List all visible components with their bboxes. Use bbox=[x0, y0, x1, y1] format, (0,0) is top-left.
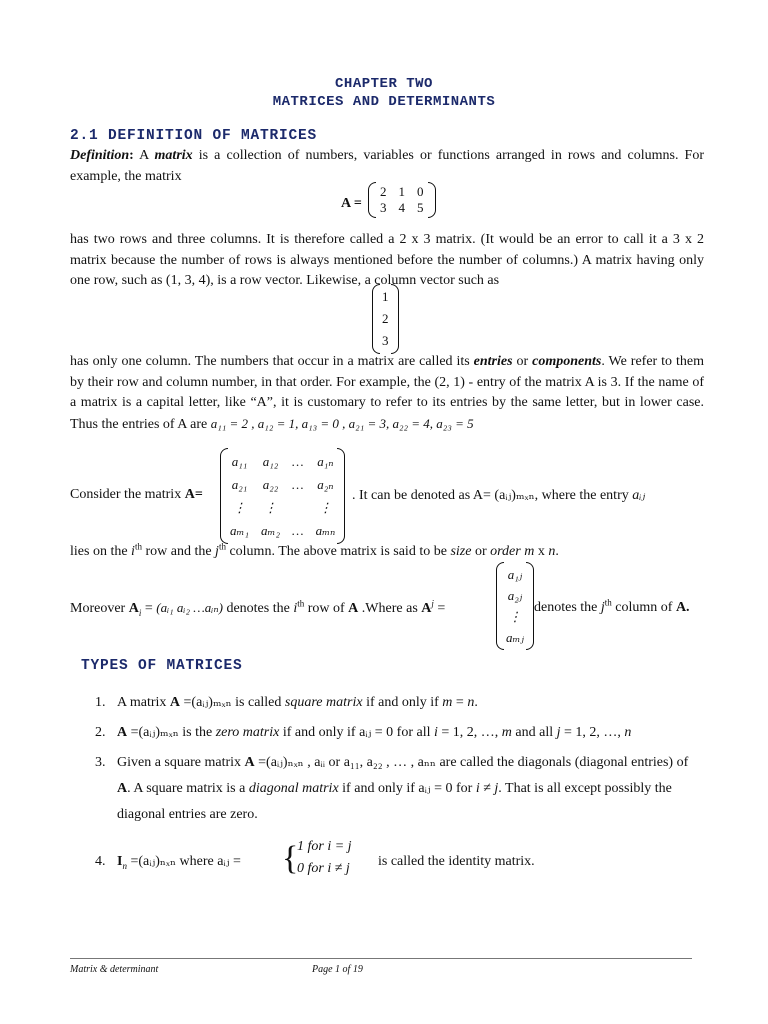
matrix-cell: 0 bbox=[417, 184, 424, 199]
right-paren bbox=[526, 562, 534, 650]
entries-values: a₁₁ = 2 , a₁₂ = 1, a₁₃ = 0 , a₂₁ = 3, a₂₂ = 4, a₂₃ = 5 bbox=[210, 415, 474, 431]
matrix-cell: … bbox=[292, 477, 304, 492]
size-text-a: lies on the bbox=[70, 544, 132, 559]
matrix-a-name: A = bbox=[341, 196, 362, 211]
matrix-cell: ⋮ bbox=[264, 500, 277, 515]
denotes-text: denotes the bbox=[534, 600, 601, 615]
item-symbol: n bbox=[624, 725, 632, 740]
item-symbol: A bbox=[169, 695, 181, 710]
th-sup: th bbox=[604, 597, 612, 608]
vector-cell: 3 bbox=[382, 333, 389, 348]
item-symbol: i bbox=[433, 725, 438, 740]
item-text: =(aᵢⱼ)ₘₓₙ is the bbox=[127, 725, 216, 740]
matrix-cell: a₁ₙ bbox=[317, 454, 334, 469]
denote-expression: A= (aᵢⱼ)ₘₓₙ bbox=[472, 488, 535, 503]
item-symbol: m bbox=[501, 725, 512, 740]
item-term: diagonal matrix bbox=[248, 781, 339, 796]
denoted-line bbox=[352, 487, 645, 504]
footer-title: Matrix & determinant bbox=[70, 964, 159, 975]
matrix-cell bbox=[286, 496, 310, 519]
size-x: x bbox=[534, 544, 549, 559]
matrix-cell: aₘ₂ bbox=[261, 523, 280, 538]
general-matrix-table bbox=[224, 450, 341, 542]
general-matrix bbox=[220, 448, 345, 544]
equals: = bbox=[141, 601, 157, 616]
identity-sub: n bbox=[122, 860, 127, 871]
item-text: . bbox=[474, 695, 478, 710]
list-item bbox=[95, 720, 704, 746]
matrix-cell: ⋮ bbox=[318, 500, 332, 515]
a-j-symbol: A bbox=[421, 601, 432, 616]
item-text: if and only if aᵢⱼ = 0 for all bbox=[279, 725, 434, 740]
item-number: 3. bbox=[95, 755, 106, 770]
item-text: and all bbox=[511, 725, 557, 740]
matrix-cell: 1 bbox=[398, 184, 405, 199]
row-of-text: row of bbox=[304, 601, 349, 616]
list-item bbox=[95, 750, 704, 828]
denoted-text: . It can be denoted as bbox=[352, 488, 473, 503]
matrix-cell: 2 bbox=[380, 184, 387, 199]
right-paren bbox=[337, 448, 345, 544]
list-item bbox=[95, 690, 704, 716]
i-symbol: i bbox=[293, 601, 298, 616]
chapter-title: MATRICES AND DETERMINANTS bbox=[272, 94, 496, 110]
left-paren bbox=[220, 448, 228, 544]
item-text: . A square matrix is a bbox=[127, 781, 249, 796]
chapter-label: CHAPTER TWO bbox=[335, 76, 433, 92]
left-paren bbox=[368, 182, 376, 218]
th-sup: th bbox=[218, 541, 226, 552]
matrix-cell: a₂ₙ bbox=[317, 477, 334, 492]
item-text: Given a square matrix bbox=[117, 755, 245, 770]
entry-text: , where the entry bbox=[534, 488, 633, 503]
th-sup: th bbox=[134, 541, 142, 552]
item-text: =(aᵢⱼ)ₘₓₙ is called bbox=[180, 695, 285, 710]
components-term: components bbox=[532, 354, 602, 369]
matrix-cell: … bbox=[292, 523, 304, 538]
item-text: if and only if bbox=[362, 695, 443, 710]
entry-symbol: aᵢⱼ bbox=[632, 488, 646, 503]
case-one: 1 for i = j bbox=[297, 839, 352, 854]
entries-term: entries bbox=[473, 354, 513, 369]
matrix-a bbox=[368, 182, 436, 218]
matrix-cell: ⋮ bbox=[233, 500, 246, 515]
size-text-c: column. The above matrix is said to be bbox=[225, 544, 451, 559]
vector-cell: ⋮ bbox=[508, 609, 522, 624]
consider-line bbox=[70, 487, 203, 503]
matrix-cell: a₂₁ bbox=[231, 477, 248, 492]
item-term: square matrix bbox=[284, 695, 363, 710]
left-brace-icon: { bbox=[282, 840, 299, 877]
vector-cell: aₘⱼ bbox=[506, 630, 524, 645]
item-number: 4. bbox=[95, 854, 106, 869]
th-sup: th bbox=[297, 598, 305, 609]
size-or: or bbox=[471, 544, 491, 559]
definition-text: is a collection of numbers, variables or functions arranged in rows and columns. For example, the matrix bbox=[70, 148, 704, 184]
item-text: A matrix bbox=[117, 695, 170, 710]
matrix-name: A= bbox=[184, 487, 203, 502]
item-text: = bbox=[452, 695, 468, 710]
item-term: zero matrix bbox=[215, 725, 280, 740]
item-symbol: m bbox=[442, 695, 453, 710]
entries-text-a: has only one column. The numbers that occur in a matrix are called its bbox=[70, 354, 474, 369]
i-sub: i bbox=[138, 607, 142, 618]
a-end-symbol: A. bbox=[675, 600, 690, 615]
size-end: . bbox=[555, 544, 559, 559]
identity-text: =(aᵢⱼ)ₙₓₙ where aᵢⱼ = bbox=[126, 854, 241, 869]
identity-symbol: I bbox=[117, 854, 123, 869]
identity-text-end: is called the identity matrix. bbox=[378, 854, 535, 869]
matrix-cell: aₘₙ bbox=[315, 523, 336, 538]
item-text: . That is all except possibly the diagonal entries are zero. bbox=[117, 781, 672, 822]
n-symbol: n bbox=[548, 544, 556, 559]
vector-cell: a₂ⱼ bbox=[507, 588, 523, 603]
row-col-line-right bbox=[534, 597, 690, 616]
vector-cell: 2 bbox=[382, 311, 389, 326]
item-symbol: i ≠ j bbox=[475, 781, 499, 796]
definition-paragraph bbox=[70, 146, 704, 187]
j-symbol: j bbox=[600, 600, 605, 615]
denotes-text: denotes the bbox=[222, 601, 294, 616]
list-item bbox=[95, 839, 704, 884]
matrix-cell: 4 bbox=[398, 200, 405, 215]
row-col-line-left bbox=[70, 600, 445, 617]
item-symbol: A bbox=[244, 755, 255, 770]
matrix-cell: aₘ₁ bbox=[230, 523, 249, 538]
matrix-a-table bbox=[374, 184, 430, 216]
matrix-cell: 5 bbox=[417, 200, 424, 215]
size-term: size bbox=[450, 544, 472, 559]
matrix-cell: a₁₁ bbox=[231, 454, 248, 469]
item-text: if and only if aᵢⱼ = 0 for bbox=[338, 781, 476, 796]
item-symbol: n bbox=[467, 695, 475, 710]
matrix-cell: 3 bbox=[380, 200, 387, 215]
identity-cases bbox=[297, 836, 352, 880]
matrix-cell: a₁₂ bbox=[262, 454, 279, 469]
item-symbol: j bbox=[556, 725, 561, 740]
right-paren bbox=[428, 182, 436, 218]
row-expression: (aᵢ₁ aᵢ₂ …aᵢₙ) bbox=[156, 600, 223, 615]
footer-divider bbox=[70, 958, 692, 959]
equals: = bbox=[433, 601, 446, 616]
definition-lead: A bbox=[133, 148, 155, 163]
entries-text-b: . We refer to them by their row and column number, in that order. For example, the (2, 1) - entry of the matrix A is 3. If the name of a matrix is a capital letter, like “A”, it is customary to refer to its entries by the same letter, but in lower case. Thus the entries of A are bbox=[70, 354, 704, 432]
j-symbol: j bbox=[215, 544, 219, 559]
entries-or: or bbox=[512, 354, 533, 369]
item-number: 1. bbox=[95, 695, 106, 710]
footer-page-number: Page 1 of 19 bbox=[312, 964, 363, 975]
column-of-text: column of bbox=[611, 600, 676, 615]
size-text-b: row and the bbox=[141, 544, 216, 559]
case-two: 0 for i ≠ j bbox=[297, 861, 350, 876]
column-vector bbox=[372, 284, 399, 354]
j-sup: j bbox=[431, 598, 434, 609]
left-paren bbox=[372, 284, 380, 354]
matrix-cell: a₂₂ bbox=[262, 477, 279, 492]
matrix-cell: … bbox=[292, 454, 304, 469]
rows-paragraph: has two rows and three columns. It is therefore called a 2 x 3 matrix. (It would be an error to call it a 3 x 2 matrix because the number of rows is always mentioned before the number of columns.) A matrix having only one row, such as (1, 3, 4), is a row vector. Likewise, a column vector such as bbox=[70, 232, 704, 288]
vector-cell: 1 bbox=[382, 289, 389, 304]
item-number: 2. bbox=[95, 725, 106, 740]
definition-label: Definition bbox=[70, 148, 130, 163]
types-heading: TYPES OF MATRICES bbox=[81, 658, 243, 674]
entries-paragraph bbox=[70, 352, 704, 435]
order-term: order m bbox=[490, 544, 535, 559]
i-symbol: i bbox=[131, 544, 135, 559]
a-i-symbol: A bbox=[128, 601, 139, 616]
moreover-text: Moreover bbox=[70, 601, 129, 616]
item-symbol: A bbox=[117, 781, 128, 796]
a-symbol: A bbox=[348, 601, 359, 616]
whereas-text: .Where as bbox=[358, 601, 422, 616]
types-list bbox=[95, 690, 704, 884]
column-j-vector bbox=[496, 562, 534, 650]
section-heading: 2.1 DEFINITION OF MATRICES bbox=[70, 128, 318, 144]
item-text: = 1, 2, …, bbox=[437, 725, 502, 740]
size-line bbox=[70, 541, 559, 560]
definition-colon: : bbox=[129, 148, 134, 163]
vector-cell: a₁ⱼ bbox=[507, 567, 523, 582]
item-text: = 1, 2, …, bbox=[560, 725, 625, 740]
left-paren bbox=[496, 562, 504, 650]
item-text: =(aᵢⱼ)ₙₓₙ , aᵢᵢ or a₁₁, a₂₂ , … , aₙₙ are called the diagonals (diagonal entries) of bbox=[254, 755, 689, 770]
identity-left bbox=[117, 849, 241, 875]
consider-text: Consider the matrix bbox=[70, 487, 185, 502]
item-symbol: A bbox=[117, 725, 128, 740]
right-paren bbox=[391, 284, 399, 354]
definition-term: matrix bbox=[154, 148, 193, 163]
